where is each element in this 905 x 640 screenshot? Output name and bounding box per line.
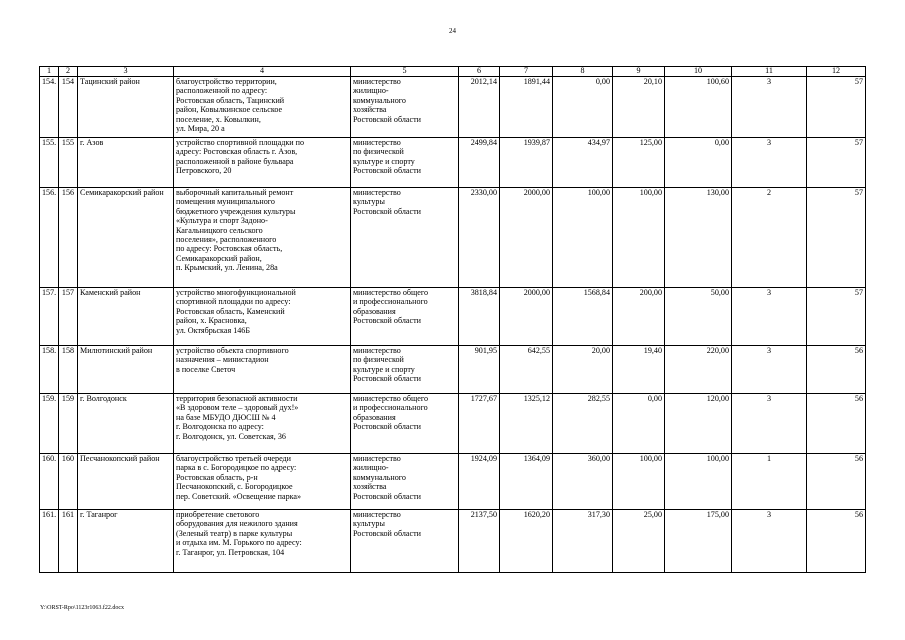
ministry-line: культуре и спорту — [353, 156, 415, 166]
row-number: 156. — [40, 188, 59, 288]
ministry-line: по физической — [353, 147, 404, 157]
ministry-line: жилищно- — [353, 86, 389, 96]
table-row — [40, 346, 866, 394]
ministry-line: хозяйства — [353, 482, 387, 492]
value-col-11: 3 — [732, 138, 807, 188]
value-col-12: 57 — [807, 288, 866, 346]
ministry-cell — [351, 510, 459, 573]
row-index: 158 — [59, 346, 78, 394]
description-cell — [174, 188, 351, 288]
row-number: 158. — [40, 346, 59, 394]
ministry-line: жилищно- — [353, 463, 389, 473]
ministry-cell — [351, 346, 459, 394]
row-index: 157 — [59, 288, 78, 346]
description-line: (Зеленый театр) в парке культуры — [176, 528, 293, 538]
description-line: парка в с. Богородицкое по адресу: — [176, 463, 297, 473]
value-col-8: 282,55 — [553, 394, 613, 454]
description-line: Ростовская область, Тацинский — [176, 95, 285, 105]
description-line: поселения», расположенного — [176, 235, 277, 245]
description-line: территория безопасной активности — [176, 394, 298, 403]
description-line: адресу: Ростовская область г. Азов, — [176, 147, 298, 157]
row-number: 155. — [40, 138, 59, 188]
ministry-line: культуры — [353, 197, 385, 207]
ministry-line: Ростовской области — [353, 316, 421, 326]
column-header: 2 — [59, 67, 78, 77]
value-col-8: 1568,84 — [553, 288, 613, 346]
description-line: назначения – министадион — [176, 355, 269, 365]
value-col-9: 100,00 — [613, 188, 665, 288]
district-cell: Тацинский район — [78, 77, 174, 138]
row-index: 160 — [59, 454, 78, 510]
description-cell — [174, 346, 351, 394]
description-cell — [174, 77, 351, 138]
description-line: г. Таганрог, ул. Петровская, 104 — [176, 547, 285, 557]
value-col-6: 2012,14 — [459, 77, 500, 138]
column-header: 4 — [174, 67, 351, 77]
description-line: г. Волгодонска по адресу: — [176, 422, 264, 432]
value-col-10: 50,00 — [665, 288, 732, 346]
ministry-cell — [351, 138, 459, 188]
value-col-8: 360,00 — [553, 454, 613, 510]
description-line: благоустройство территории, — [176, 77, 277, 86]
description-cell — [174, 510, 351, 573]
description-line: по адресу: Ростовская область, — [176, 244, 283, 254]
value-col-12: 56 — [807, 394, 866, 454]
value-col-11: 2 — [732, 188, 807, 288]
value-col-11: 3 — [732, 346, 807, 394]
ministry-line: Ростовской области — [353, 491, 421, 501]
district-cell: Каменский район — [78, 288, 174, 346]
description-line: ул. Мира, 20 а — [176, 124, 225, 134]
value-col-10: 100,60 — [665, 77, 732, 138]
ministry-cell — [351, 394, 459, 454]
value-col-10: 100,00 — [665, 454, 732, 510]
table-row — [40, 510, 866, 573]
value-col-8: 434,97 — [553, 138, 613, 188]
column-header: 3 — [78, 67, 174, 77]
value-col-7: 1364,09 — [500, 454, 553, 510]
column-header: 10 — [665, 67, 732, 77]
ministry-line: культуры — [353, 519, 385, 529]
value-col-9: 19,40 — [613, 346, 665, 394]
ministry-line: Ростовской области — [353, 114, 421, 124]
column-header: 6 — [459, 67, 500, 77]
table-row — [40, 288, 866, 346]
value-col-6: 901,95 — [459, 346, 500, 394]
description-line: приобретение светового — [176, 510, 260, 519]
row-index: 155 — [59, 138, 78, 188]
ministry-line: Ростовской области — [353, 166, 421, 176]
value-col-12: 56 — [807, 454, 866, 510]
value-col-9: 100,00 — [613, 454, 665, 510]
value-col-6: 1727,67 — [459, 394, 500, 454]
description-line: спортивной площадки по адресу: — [176, 297, 291, 307]
ministry-line: по физической — [353, 355, 404, 365]
row-number: 161. — [40, 510, 59, 573]
ministry-cell — [351, 188, 459, 288]
value-col-11: 3 — [732, 77, 807, 138]
ministry-line: министерство — [353, 138, 401, 147]
column-header: 1 — [40, 67, 59, 77]
column-header: 12 — [807, 67, 866, 77]
value-col-12: 56 — [807, 510, 866, 573]
ministry-line: Ростовской области — [353, 374, 421, 384]
description-line: устройство объекта спортивного — [176, 346, 289, 355]
description-line: Ростовская область, Каменский — [176, 306, 285, 316]
description-line: выборочный капитальный ремонт — [176, 188, 294, 197]
value-col-7: 1325,12 — [500, 394, 553, 454]
description-line: Петровского, 20 — [176, 166, 232, 176]
value-col-9: 200,00 — [613, 288, 665, 346]
description-line: расположенной в районе бульвара — [176, 156, 294, 166]
value-col-7: 1891,44 — [500, 77, 553, 138]
ministry-line: министерство общего — [353, 288, 429, 297]
value-col-11: 1 — [732, 454, 807, 510]
value-col-7: 2000,00 — [500, 188, 553, 288]
description-line: п. Крымский, ул. Ленина, 28а — [176, 263, 278, 273]
value-col-9: 20,10 — [613, 77, 665, 138]
table-row — [40, 454, 866, 510]
ministry-line: министерство — [353, 510, 401, 519]
table-row — [40, 138, 866, 188]
ministry-line: хозяйства — [353, 105, 387, 115]
district-cell: г. Таганрог — [78, 510, 174, 573]
description-cell — [174, 138, 351, 188]
description-line: расположенной по адресу: — [176, 86, 268, 96]
description-cell — [174, 288, 351, 346]
district-cell: Милютинский район — [78, 346, 174, 394]
description-line: на базе МБУДО ДЮСШ № 4 — [176, 412, 276, 422]
description-line: поселение, х. Ковылкин, — [176, 114, 261, 124]
description-line: пер. Советский. «Освещение парка» — [176, 491, 302, 501]
ministry-line: министерство — [353, 346, 401, 355]
value-col-10: 0,00 — [665, 138, 732, 188]
value-col-10: 220,00 — [665, 346, 732, 394]
table-row — [40, 188, 866, 288]
column-header: 8 — [553, 67, 613, 77]
value-col-7: 642,55 — [500, 346, 553, 394]
value-col-8: 100,00 — [553, 188, 613, 288]
ministry-line: и профессионального — [353, 297, 428, 307]
description-line: Песчанокопский, с. Богородицкое — [176, 482, 293, 492]
description-line: район, Ковылкинское сельское — [176, 105, 283, 115]
description-line: благоустройство третьей очереди — [176, 454, 292, 463]
value-col-7: 1620,20 — [500, 510, 553, 573]
value-col-11: 3 — [732, 288, 807, 346]
description-line: «В здоровом теле – здоровый дух!» — [176, 403, 299, 413]
description-line: устройство спортивной площадки по — [176, 138, 305, 147]
value-col-12: 57 — [807, 188, 866, 288]
row-number: 154. — [40, 77, 59, 138]
description-line: и отдыха им. М. Горького по адресу: — [176, 538, 302, 548]
value-col-12: 57 — [807, 77, 866, 138]
value-col-6: 3818,84 — [459, 288, 500, 346]
row-index: 156 — [59, 188, 78, 288]
value-col-10: 175,00 — [665, 510, 732, 573]
table-row — [40, 77, 866, 138]
description-cell — [174, 394, 351, 454]
value-col-10: 130,00 — [665, 188, 732, 288]
ministry-line: культуре и спорту — [353, 364, 415, 374]
ministry-line: образования — [353, 412, 396, 422]
value-col-8: 317,30 — [553, 510, 613, 573]
row-number: 157. — [40, 288, 59, 346]
description-line: бюджетного учреждения культуры — [176, 206, 296, 216]
ministry-line: коммунального — [353, 95, 406, 105]
ministry-line: министерство — [353, 188, 401, 197]
column-header: 11 — [732, 67, 807, 77]
description-cell — [174, 454, 351, 510]
ministry-cell — [351, 288, 459, 346]
value-col-8: 20,00 — [553, 346, 613, 394]
ministry-line: Ростовской области — [353, 528, 421, 538]
value-col-12: 57 — [807, 138, 866, 188]
ministry-line: коммунального — [353, 472, 406, 482]
value-col-7: 2000,00 — [500, 288, 553, 346]
ministry-line: министерство общего — [353, 394, 429, 403]
description-line: помещения муниципального — [176, 197, 275, 207]
value-col-11: 3 — [732, 394, 807, 454]
value-col-10: 120,00 — [665, 394, 732, 454]
row-number: 160. — [40, 454, 59, 510]
value-col-7: 1939,87 — [500, 138, 553, 188]
column-header: 5 — [351, 67, 459, 77]
table-row — [40, 394, 866, 454]
row-number: 159. — [40, 394, 59, 454]
value-col-6: 2137,50 — [459, 510, 500, 573]
row-index: 161 — [59, 510, 78, 573]
description-line: Ростовская область, р-н — [176, 472, 258, 482]
column-number-row — [40, 67, 866, 77]
ministry-cell — [351, 77, 459, 138]
value-col-8: 0,00 — [553, 77, 613, 138]
description-line: оборудования для нежилого здания — [176, 519, 298, 529]
ministry-cell — [351, 454, 459, 510]
value-col-11: 3 — [732, 510, 807, 573]
description-line: Семикаракорский район, — [176, 253, 262, 263]
allocation-table — [39, 66, 866, 573]
ministry-line: министерство — [353, 454, 401, 463]
row-index: 159 — [59, 394, 78, 454]
description-line: в поселке Светоч — [176, 364, 236, 374]
district-cell: Песчанокопский район — [78, 454, 174, 510]
page-number: 24 — [449, 27, 456, 35]
district-cell: г. Волгодонск — [78, 394, 174, 454]
description-line: ул. Октябрьская 146Б — [176, 325, 250, 335]
column-header: 9 — [613, 67, 665, 77]
description-line: район, х. Красновка, — [176, 316, 247, 326]
value-col-9: 25,00 — [613, 510, 665, 573]
value-col-6: 1924,09 — [459, 454, 500, 510]
file-path-footer: Y:\ORST-Rpo\1123r1063.f22.docx — [40, 605, 125, 611]
value-col-6: 2330,00 — [459, 188, 500, 288]
value-col-9: 125,00 — [613, 138, 665, 188]
description-line: г. Волгодонск, ул. Советская, 36 — [176, 431, 286, 441]
ministry-line: министерство — [353, 77, 401, 86]
description-line: «Культура и спорт Задоно- — [176, 216, 268, 226]
column-header: 7 — [500, 67, 553, 77]
ministry-line: образования — [353, 306, 396, 316]
description-line: устройство многофункциональной — [176, 288, 296, 297]
ministry-line: Ростовской области — [353, 422, 421, 432]
district-cell: г. Азов — [78, 138, 174, 188]
description-line: Кагальницкого сельского — [176, 225, 263, 235]
value-col-6: 2499,84 — [459, 138, 500, 188]
ministry-line: и профессионального — [353, 403, 428, 413]
row-index: 154 — [59, 77, 78, 138]
district-cell: Семикаракорский район — [78, 188, 174, 288]
value-col-9: 0,00 — [613, 394, 665, 454]
value-col-12: 56 — [807, 346, 866, 394]
ministry-line: Ростовской области — [353, 206, 421, 216]
